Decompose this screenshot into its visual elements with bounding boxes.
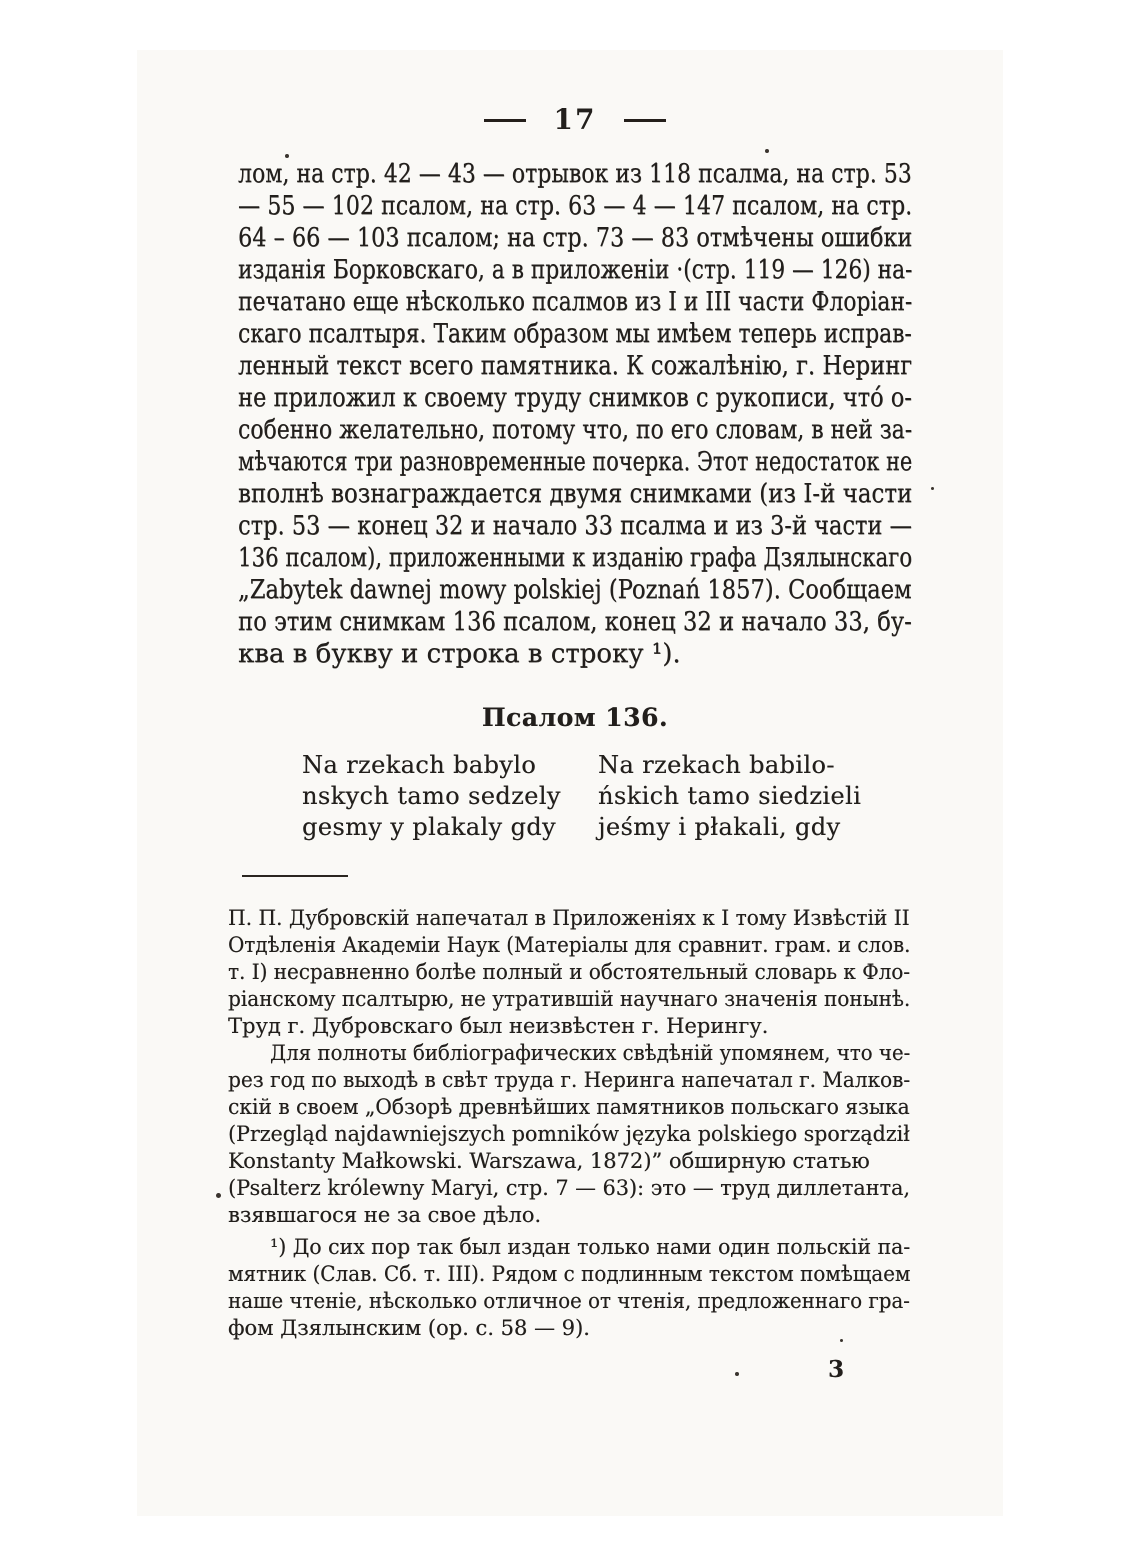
psalm-line: Na rzekach babylo (302, 751, 537, 779)
signature-mark: 3 (828, 1356, 845, 1383)
footnote-line: скій в своем „Обзорѣ древнѣйших памятников польскаго языка (228, 1095, 910, 1119)
footnote-line: П. П. Дубровскій напечатал в Приложеніях к I тому Извѣстій II (228, 906, 910, 930)
main-text-block (238, 158, 912, 670)
text-line: ленный текст всего памятника. К сожалѣнію, г. Неринг (238, 351, 913, 381)
text-line: стр. 53 — конец 32 и начало 33 псалма и из 3-й части — (238, 511, 912, 541)
footnote-separator-rule (242, 875, 348, 877)
psalm-line: jeśmy i płakali, gdy (598, 813, 841, 841)
footnote-line: т. I) несравненно болѣе полный и обстоятельный словарь к Фло- (228, 960, 910, 984)
footnote-line: мятник (Слав. Сб. т. III). Рядом с подлинным текстом помѣщаем (228, 1262, 911, 1286)
text-line: изданія Борковскаго, а в приложеніи ·(стр. 119 — 126) на- (238, 255, 913, 285)
ink-speck (840, 1339, 843, 1342)
psalm-heading: Псалом 136. (481, 703, 669, 732)
psalm-column-original (302, 750, 561, 843)
text-line: по этим снимкам 136 псалом, конец 32 и начало 33, бу- (238, 607, 912, 637)
text-line: 64 – 66 — 103 псалом; на стр. 73 — 83 отмѣчены ошибки (238, 223, 913, 253)
footnote-line: (Psalterz królewny Maryi, стр. 7 — 63): это — труд диллетанта, (228, 1176, 910, 1200)
psalm-line: gesmy y plakaly gdy (302, 813, 556, 841)
footnote-line: ріанскому псалтырю, не утратившій научнаго значенія понынѣ. (228, 987, 911, 1011)
text-line: „Zabytek dawnej mowy polskiej (Poznań 1857). Сообщаем (238, 575, 912, 605)
ink-speck (216, 1193, 221, 1198)
footnote-line: Отдѣленія Академіи Наук (Матеріалы для сравнит. грам. и слов. (228, 933, 911, 957)
psalm-line: ńskich tamo siedzieli (598, 782, 862, 810)
text-line: 136 псалом), приложенными к изданію графа Дзялынскаго (238, 543, 913, 573)
text-line: печатано еще нѣсколько псалмов из I и III части Флоріан- (238, 287, 913, 317)
ink-speck (931, 487, 934, 490)
footnote-line: Konstanty Małkowski. Warszawa, 1872)” обширную статью (228, 1149, 870, 1173)
footnote-line: Труд г. Дубровскаго был неизвѣстен г. Нерингу. (228, 1014, 769, 1038)
footnote-line: Для полноты библіографических свѣдѣній упомянем, что че- (270, 1041, 911, 1065)
text-line: скаго псалтыря. Таким образом мы имѣем теперь исправ- (238, 319, 912, 349)
text-line: вполнѣ вознаграждается двумя снимками (из I-й части (238, 479, 913, 509)
footnote-line: фом Дзялынским (ор. с. 58 — 9). (228, 1316, 590, 1340)
running-head (238, 103, 912, 137)
psalm-line: Na rzekach babilo- (598, 751, 835, 779)
header-dash-right (624, 119, 666, 122)
footnote-line: рез год по выходѣ в свѣт труда г. Неринга напечатал г. Малков- (228, 1068, 911, 1092)
header-dash-left (484, 119, 526, 122)
text-line: мѣчаются три разновременные почерка. Этот недостаток не (238, 447, 913, 477)
footnote-line: взявшагося не за свое дѣло. (228, 1203, 542, 1227)
text-line: лом, на стр. 42 — 43 — отрывок из 118 псалма, на стр. 53 (238, 159, 912, 189)
text-line: не приложил к своему труду снимков с рукописи, что́ о- (238, 383, 912, 413)
psalm-line: nskych tamo sedzely (302, 782, 561, 810)
footnote-line: (Przegląd najdawniejszych pomników języka polskiego sporządził (228, 1122, 910, 1146)
ink-speck (285, 154, 289, 158)
footnote-line: наше чтеніе, нѣсколько отличное от чтенія, предложеннаго гра- (228, 1289, 910, 1313)
text-line: ква в букву и строка в строку ¹). (238, 639, 681, 669)
text-line: — 55 — 102 псалом, на стр. 63 — 4 — 147 псалом, на стр. (238, 191, 913, 221)
footnotes-block (228, 905, 910, 1342)
footnote-line: ¹) До сих пор так был издан только нами один польскій па- (270, 1235, 911, 1259)
ink-speck (765, 149, 769, 153)
ink-speck (735, 1372, 739, 1376)
text-line: собенно желательно, потому что, по его словам, в ней за- (238, 415, 913, 445)
psalm-column-transcription (598, 750, 862, 843)
page-number: 17 (553, 103, 597, 136)
